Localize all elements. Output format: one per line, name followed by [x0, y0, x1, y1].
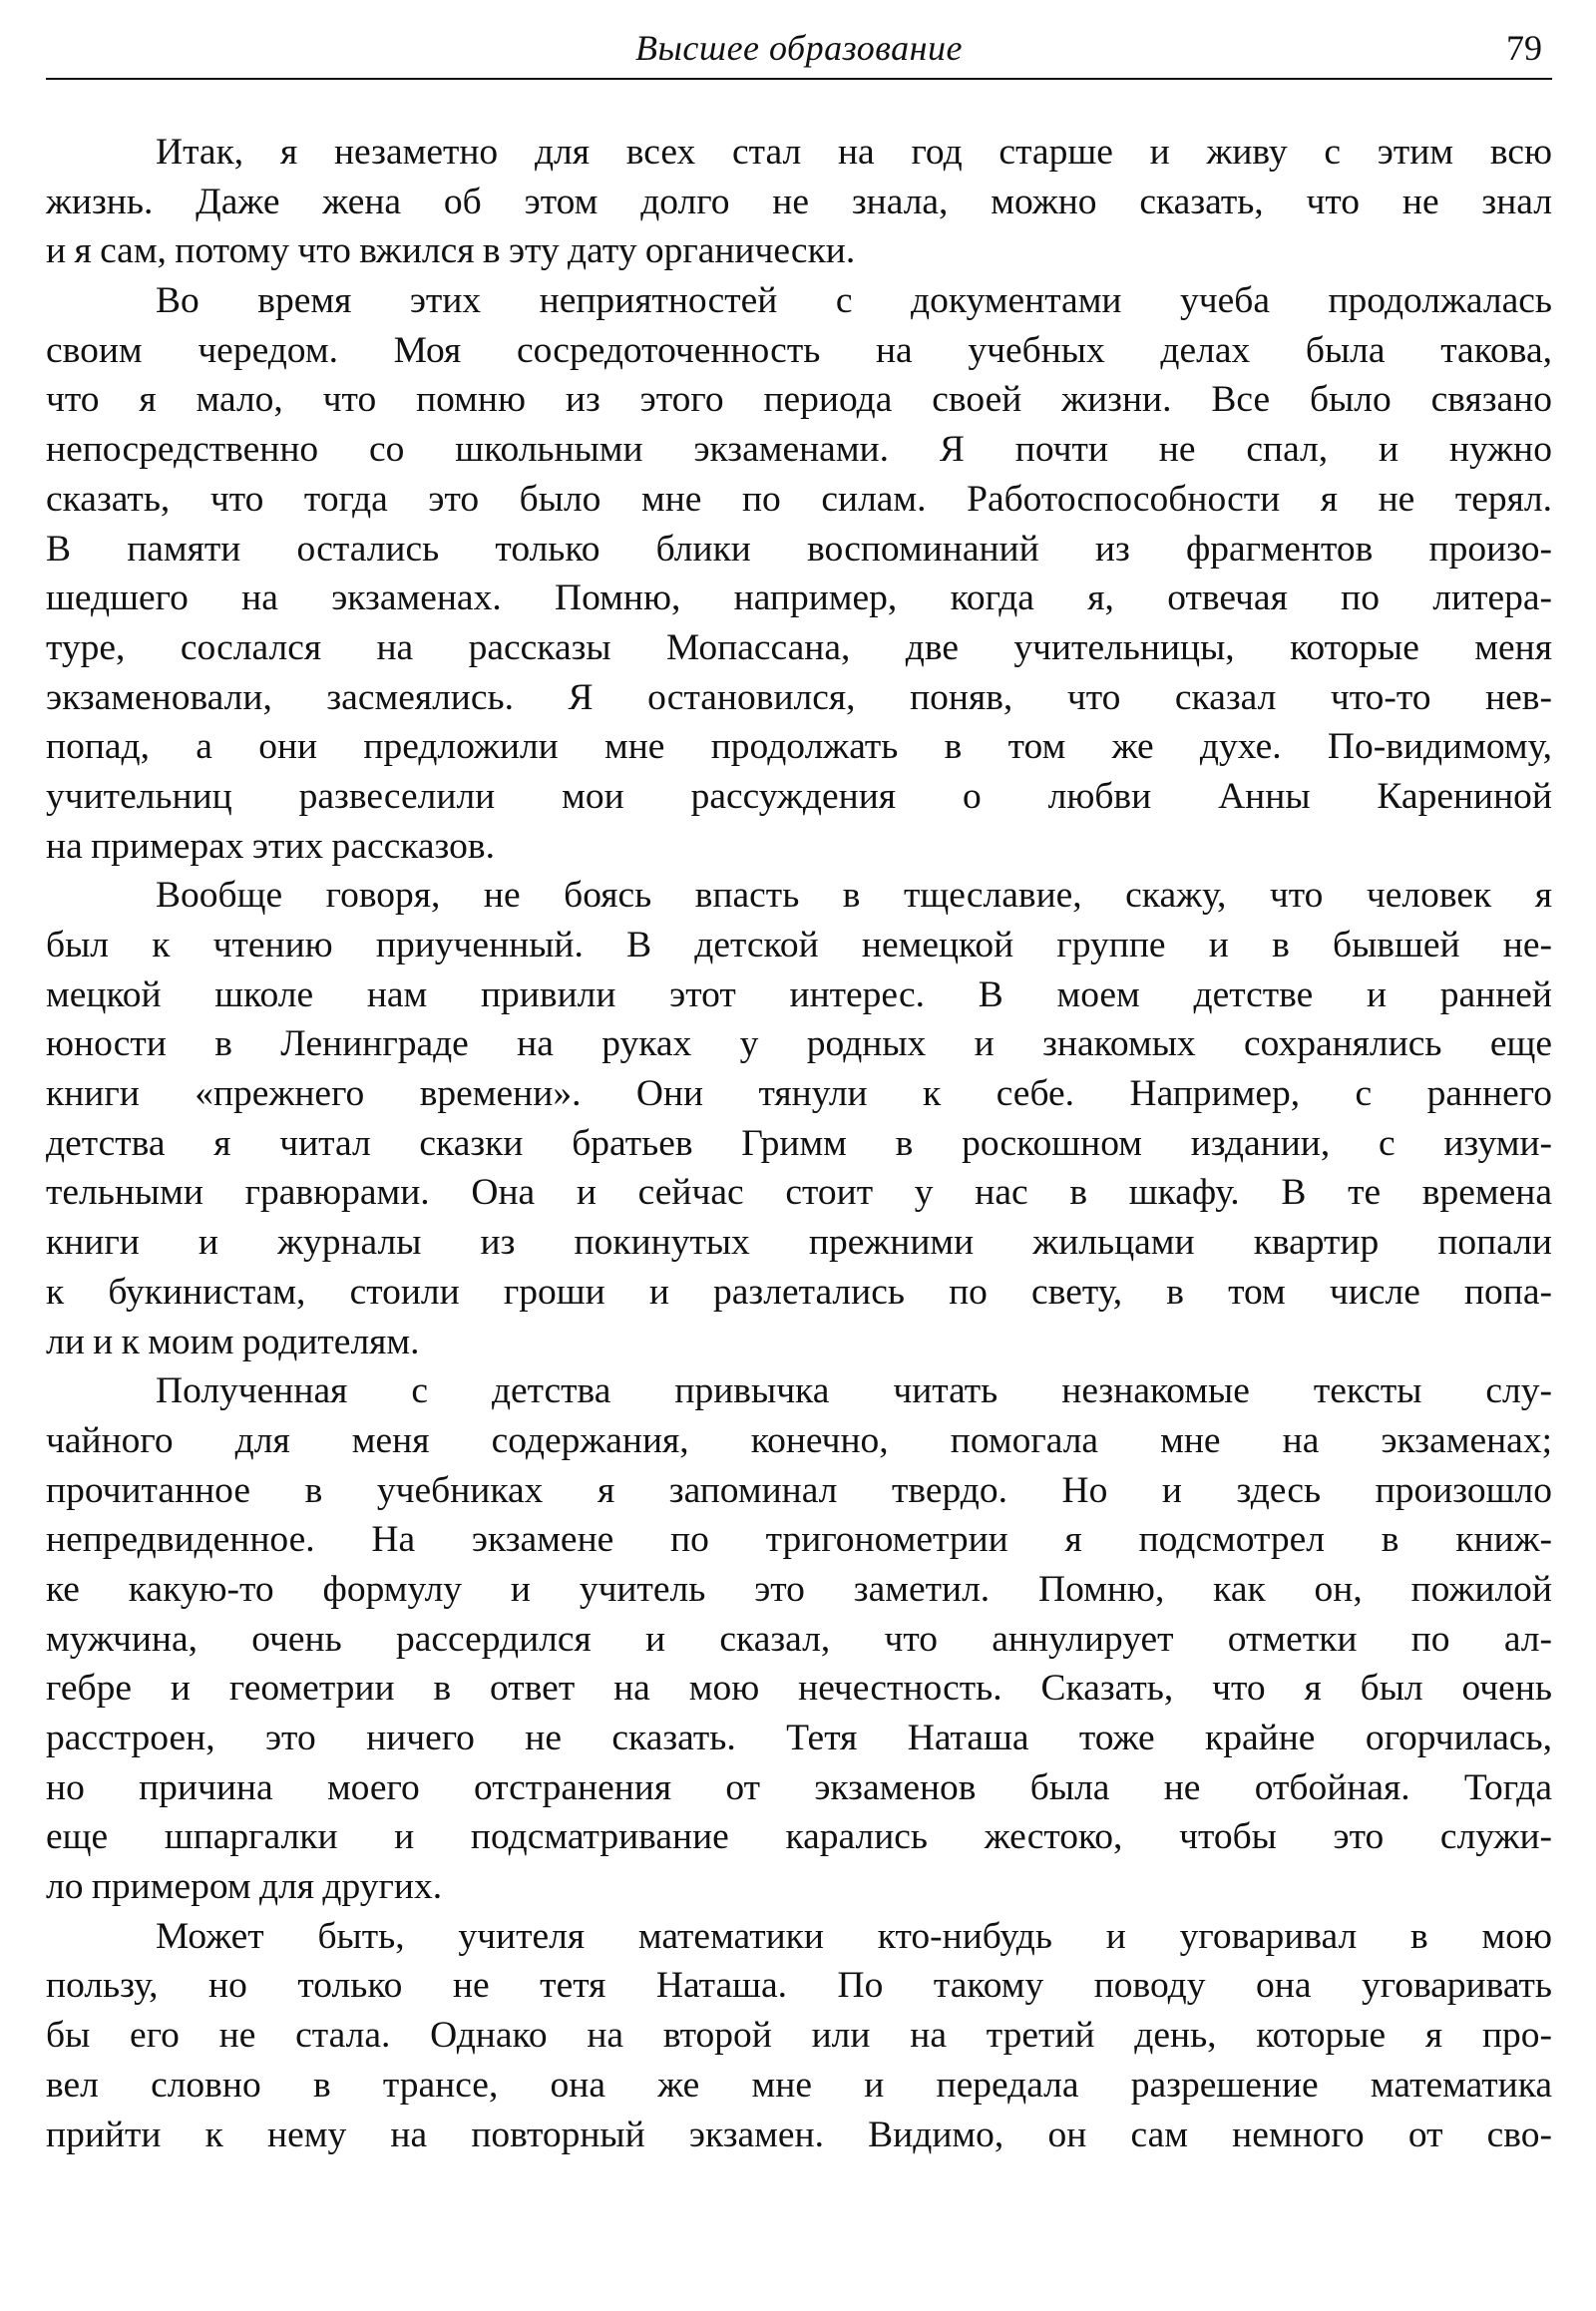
text-line: туре, сослался на рассказы Мопассана, две учительницы, которые меня [46, 626, 1552, 668]
paragraph [46, 871, 1552, 1366]
text-line: расстроен, это ничего не сказать. Тетя Наташа тоже крайне огорчилась, [46, 1718, 1552, 1758]
text-line: вел словно в трансе, она же мне и передала разрешение математика [46, 2064, 1552, 2106]
text-line: Итак, я незаметно для всех стал на год старше и живу с этим всю [156, 132, 1552, 173]
text-line: экзаменовали, засмеялись. Я остановился, поняв, что сказал что-то нев- [46, 676, 1552, 718]
text-line: Полученная с детства привычка читать незнакомые тексты слу- [156, 1370, 1552, 1412]
text-line: сказать, что тогда это было мне по силам. Работоспособности я не терял. [46, 478, 1552, 520]
text-line: жизнь. Даже жена об этом долго не знала, можно сказать, что не знал [46, 181, 1552, 222]
text-line: мецкой школе нам привили этот интерес. В моем детстве и ранней [46, 973, 1552, 1015]
text-line: что я мало, что помню из этого периода своей жизни. Все было связано [46, 379, 1552, 421]
page-number: 79 [1506, 28, 1542, 68]
text-line: непредвиденное. На экзамене по тригонометрии я подсмотрел в книж- [46, 1519, 1552, 1561]
paragraph [46, 128, 1552, 276]
paragraph [46, 1366, 1552, 1912]
text-line: детства я читал сказки братьев Гримм в роскошном издании, с изуми- [46, 1122, 1552, 1164]
text-line: прочитанное в учебниках я запоминал твердо. Но и здесь произошло [46, 1469, 1552, 1511]
text-line: ло примером для других. [46, 1866, 443, 1908]
text-line: тельными гравюрами. Она и сейчас стоит у нас в шкафу. В те времена [46, 1172, 1552, 1214]
text-line: попад, а они предложили мне продолжать в том же духе. По-видимому, [46, 726, 1552, 768]
text-line: ли и к моим родителям. [46, 1321, 420, 1362]
text-line: книги «прежнего времени». Они тянули к себе. Например, с раннего [46, 1073, 1552, 1115]
text-line: был к чтению приученный. В детской немецкой группе и в бывшей не- [46, 925, 1552, 965]
body-text [46, 128, 1552, 2159]
text-line: гебре и геометрии в ответ на мою нечестность. Сказать, что я был очень [46, 1668, 1552, 1710]
text-line: Во время этих неприятностей с документами учеба продолжалась [156, 280, 1552, 322]
text-line: своим чередом. Моя сосредоточенность на учебных делах была такова, [46, 329, 1552, 371]
text-line: но причина моего отстранения от экзаменов была не отбойная. Тогда [46, 1766, 1552, 1808]
paragraph [46, 1912, 1552, 2159]
text-line: и я сам, потому что вжился в эту дату органически. [46, 230, 856, 272]
paragraph [46, 276, 1552, 871]
text-line: ке какую-то формулу и учитель это заметил. Помню, как он, пожилой [46, 1568, 1552, 1610]
text-line: Вообще говоря, не боясь впасть в тщеславие, скажу, что человек я [156, 875, 1552, 917]
section-title: Высшее образование [635, 28, 963, 68]
text-line: к букинистам, стоили гроши и разлетались по свету, в том числе попа- [46, 1271, 1552, 1313]
text-line: чайного для меня содержания, конечно, помогала мне на экзаменах; [46, 1419, 1552, 1461]
text-line: пользу, но только не тетя Наташа. По такому поводу она уговаривать [46, 1965, 1552, 2007]
text-line: юности в Ленинграде на руках у родных и знакомых сохранялись еще [46, 1023, 1552, 1065]
text-line: бы его не стала. Однако на второй или на третий день, которые я про- [46, 2015, 1552, 2057]
text-line: В памяти остались только блики воспоминаний из фрагментов произо- [46, 528, 1552, 570]
text-line: мужчина, очень рассердился и сказал, что аннулирует отметки по ал- [46, 1618, 1552, 1660]
text-line: учительниц развеселили мои рассуждения о любви Анны Карениной [46, 775, 1552, 817]
running-header [46, 22, 1552, 80]
text-line: непосредственно со школьными экзаменами. Я почти не спал, и нужно [46, 429, 1552, 471]
text-line: Может быть, учителя математики кто-нибудь и уговаривал в мою [156, 1915, 1552, 1957]
text-line: прийти к нему на повторный экзамен. Видимо, он сам немного от сво- [46, 2114, 1552, 2155]
text-line: еще шпаргалки и подсматривание карались жестоко, чтобы это служи- [46, 1816, 1552, 1858]
text-line: книги и журналы из покинутых прежними жильцами квартир попали [46, 1222, 1552, 1264]
text-line: на примерах этих рассказов. [46, 825, 495, 867]
text-line: шедшего на экзаменах. Помню, например, когда я, отвечая по литера- [46, 578, 1552, 619]
